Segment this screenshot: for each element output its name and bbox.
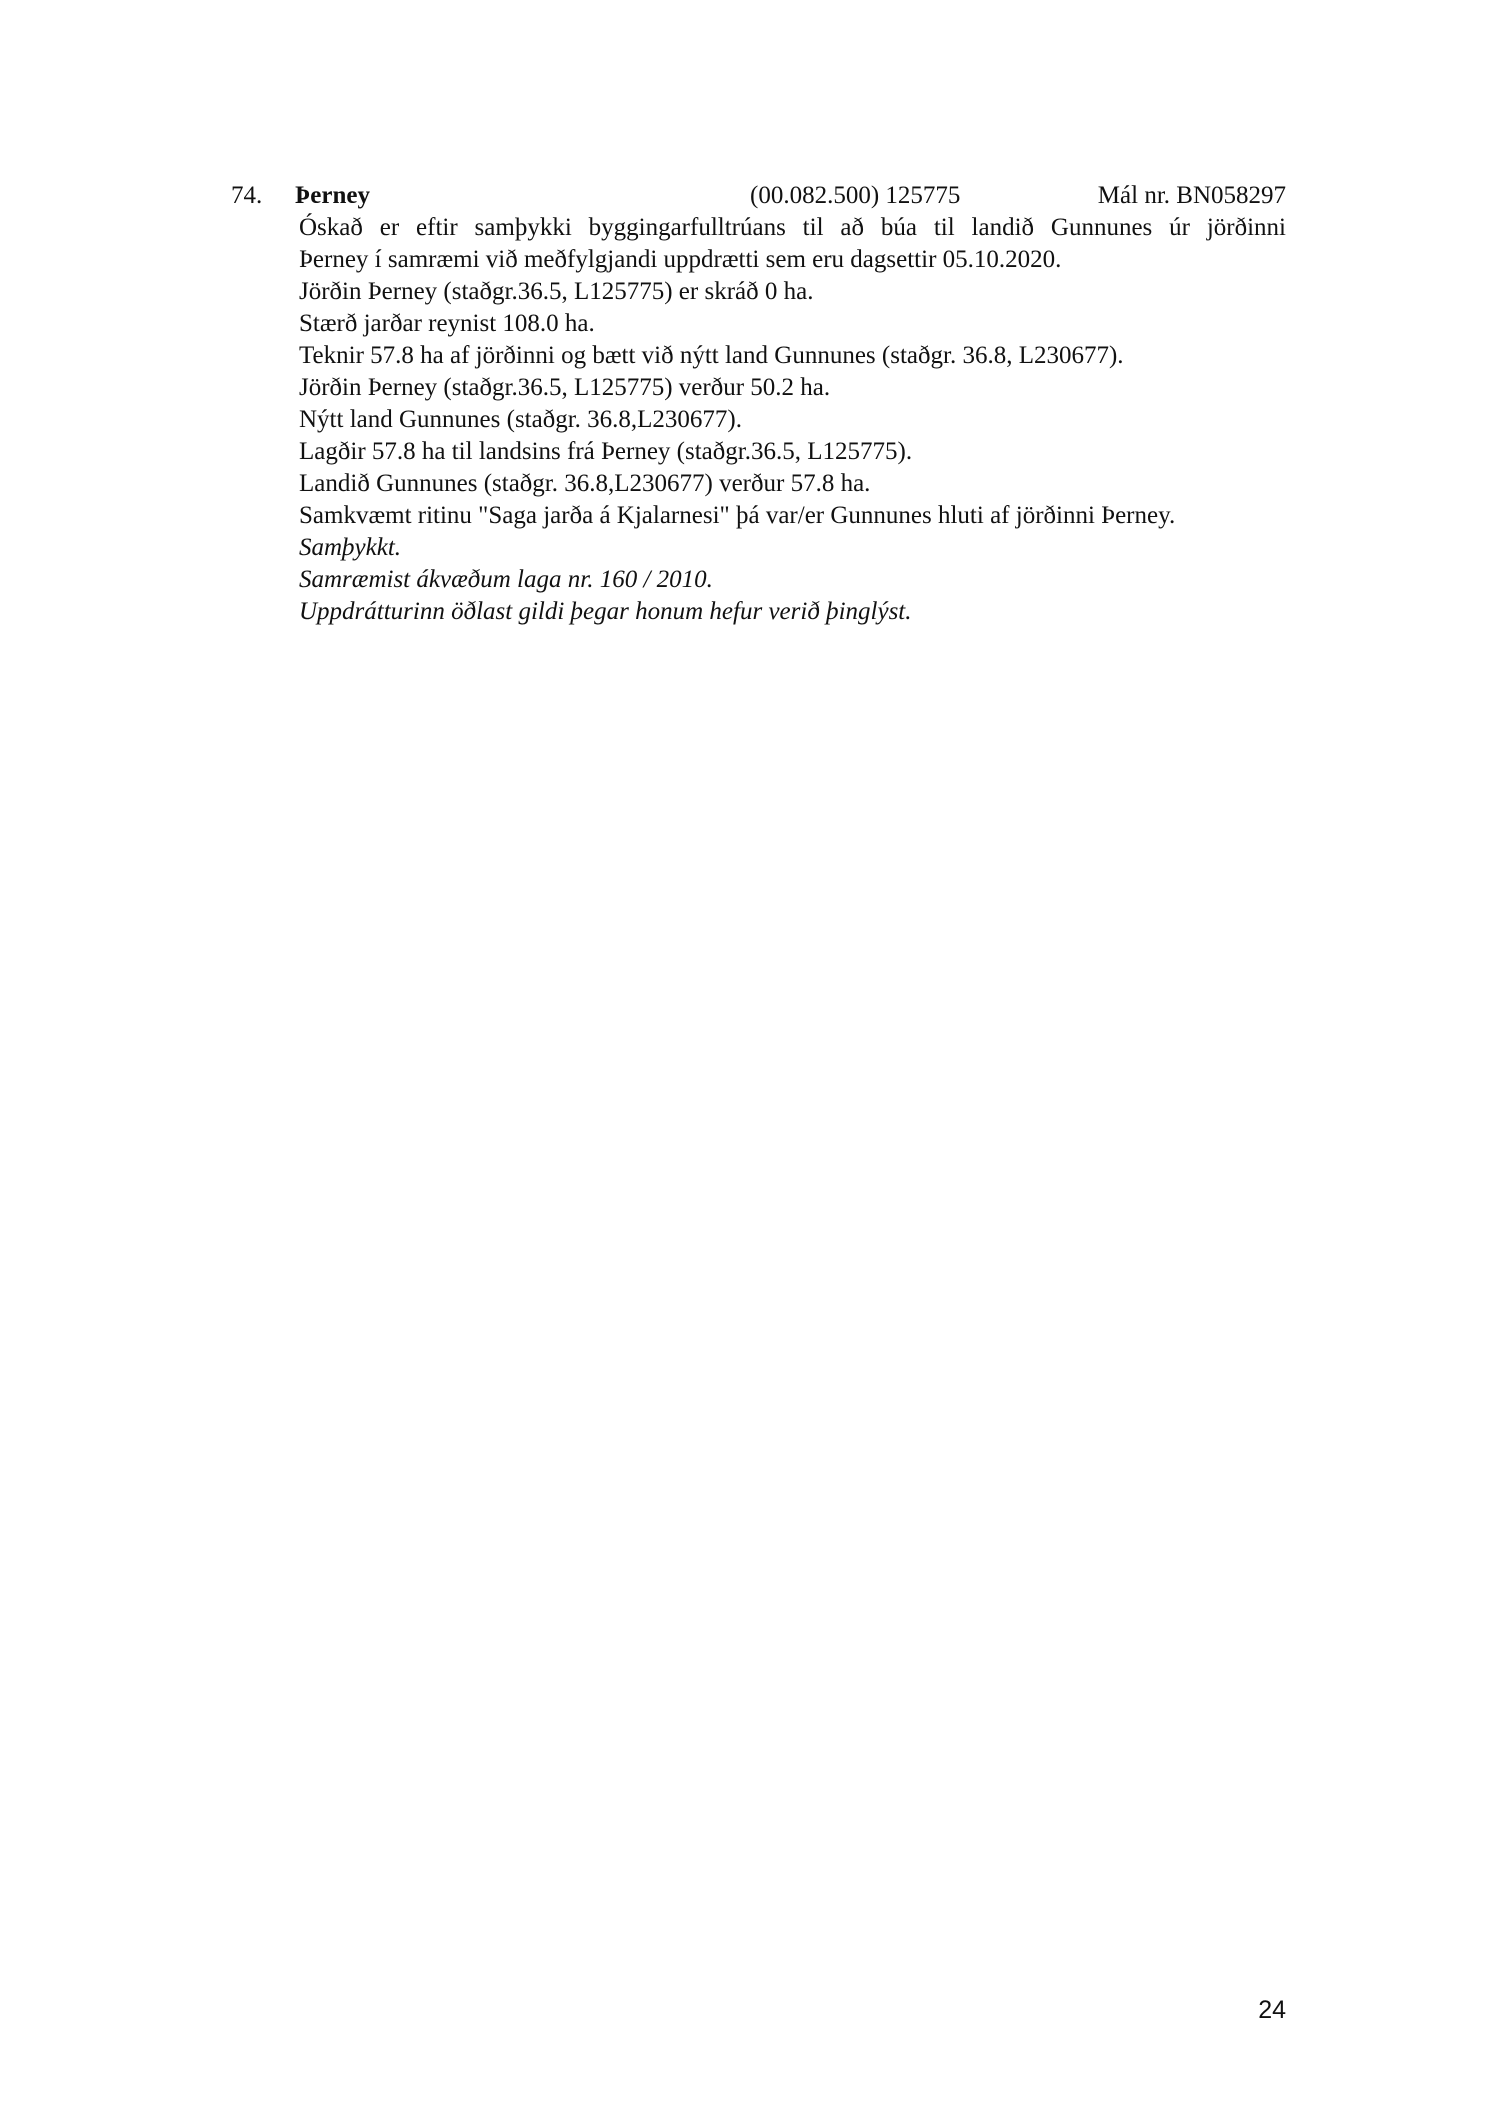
agenda-item [231,180,1286,628]
description-line: Stærð jarðar reynist 108.0 ha. [299,310,595,337]
description-line: Jörðin Þerney (staðgr.36.5, L125775) er skráð 0 ha. [299,278,814,305]
description-line: Samkvæmt ritinu "Saga jarða á Kjalarnesi" þá var/er Gunnunes hluti af jörðinni Þerney. [299,502,1176,529]
case-number: Mál nr. BN058297 [1097,182,1286,209]
description-line: Nýtt land Gunnunes (staðgr. 36.8,L230677). [299,406,743,433]
property-reference: (00.082.500) 125775 [750,182,961,209]
decision-line: Samræmist ákvæðum laga nr. 160 / 2010. [299,566,713,593]
decision-line: Uppdrátturinn öðlast gildi þegar honum hefur verið þinglýst. [299,598,912,625]
description-line: Þerney í samræmi við meðfylgjandi uppdrætti sem eru dagsettir 05.10.2020. [299,246,1062,273]
description-line: Jörðin Þerney (staðgr.36.5, L125775) verður 50.2 ha. [299,374,831,401]
page-number: 24 [1258,1996,1286,2024]
item-number: 74. [231,182,263,209]
item-header [231,180,1286,212]
description-line: Teknir 57.8 ha af jörðinni og bætt við nýtt land Gunnunes (staðgr. 36.8, L230677). [299,342,1124,369]
description-line: Landið Gunnunes (staðgr. 36.8,L230677) verður 57.8 ha. [299,470,871,497]
description-line: Óskað er eftir samþykki byggingarfulltrúans til að búa til landið Gunnunes úr jörðinni [299,214,1286,241]
description-line: Lagðir 57.8 ha til landsins frá Þerney (staðgr.36.5, L125775). [299,438,913,465]
decision-line: Samþykkt. [299,534,402,561]
item-description [299,212,1286,628]
item-name: Þerney [295,182,370,209]
